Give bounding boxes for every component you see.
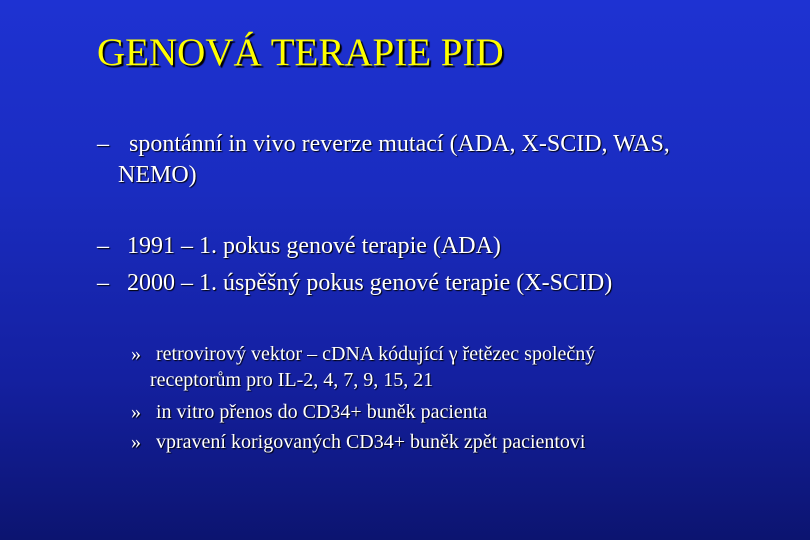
subbullet-in-vitro-transfer <box>131 399 487 425</box>
dash-bullet: – <box>97 270 109 296</box>
subbullet-marker: » <box>131 431 141 453</box>
bullet-text-line1: 2000 – 1. úspěšný pokus genové terapie (X-SCID) <box>127 270 613 296</box>
bullet-text-line1: 1991 – 1. pokus genové terapie (ADA) <box>127 233 501 259</box>
bullet-text-line1: spontánní in vivo reverze mutací (ADA, X-SCID, WAS, <box>129 131 670 157</box>
bullet-item-2000 <box>97 268 612 299</box>
subbullet-marker: » <box>131 401 141 423</box>
bullet-item-1991 <box>97 231 501 262</box>
subbullet-retroviral-vector <box>131 341 595 393</box>
subbullet-reinfusion <box>131 429 586 455</box>
dash-bullet: – <box>97 131 109 157</box>
subbullet-text-line1: in vitro přenos do CD34+ buněk pacienta <box>156 401 488 423</box>
subbullet-text-line2: receptorům pro IL-2, 4, 7, 9, 15, 21 <box>150 369 434 391</box>
subbullet-marker: » <box>131 343 141 365</box>
slide-title: GENOVÁ TERAPIE PID <box>97 31 504 74</box>
bullet-item-spontaneous-reversion <box>97 129 670 191</box>
subbullet-text-line1: vpravení korigovaných CD34+ buněk zpět pacientovi <box>156 431 586 453</box>
bullet-text-line2: NEMO) <box>118 162 197 188</box>
dash-bullet: – <box>97 233 109 259</box>
subbullet-text-line1: retrovirový vektor – cDNA kódující γ řetězec společný <box>156 343 596 365</box>
